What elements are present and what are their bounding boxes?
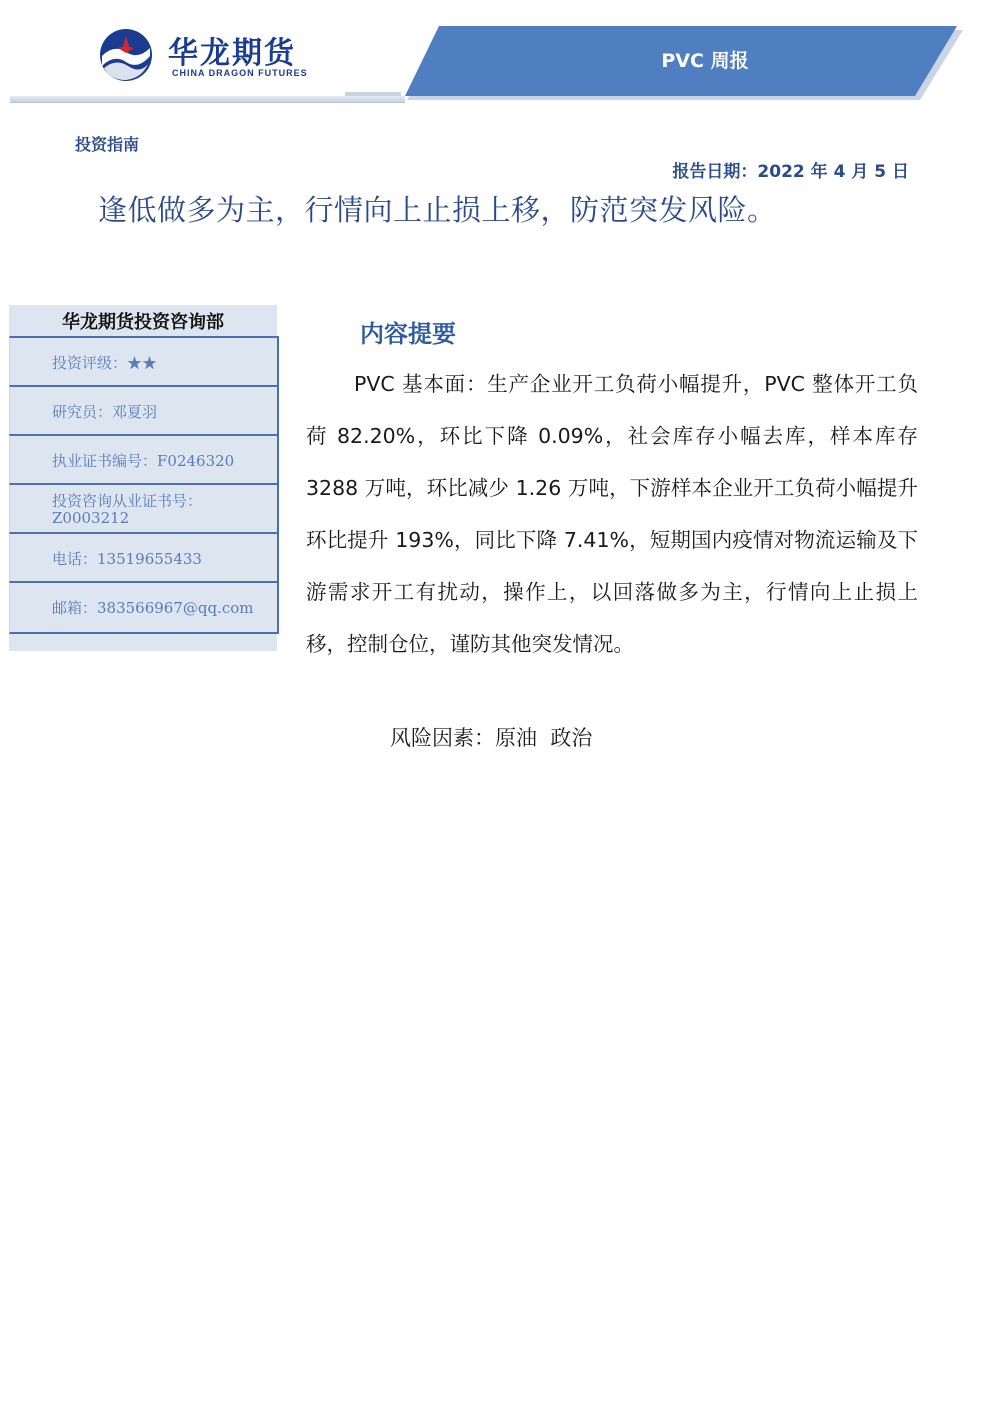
- risk-factors: 风险因素：原油 政治: [390, 726, 593, 750]
- info-row-license: [9, 434, 279, 483]
- license-text: 执业证书编号：F0246320: [52, 452, 235, 470]
- info-row-email: [9, 581, 279, 634]
- banner-title: PVC 周报: [661, 50, 749, 72]
- logo-english-name: CHINA DRAGON FUTURES: [172, 68, 308, 78]
- info-row-researcher: [9, 385, 279, 434]
- company-logo: [96, 24, 316, 86]
- consult-license-text: 投资咨询从业证书号：Z0003212: [52, 492, 203, 527]
- header-divider-left: [10, 96, 405, 103]
- report-date: 报告日期：2022 年 4 月 5 日: [672, 162, 909, 182]
- dragon-logo-icon: [96, 26, 156, 84]
- section-tag: 投资指南: [75, 135, 140, 154]
- phone-text: 电话：13519655433: [52, 550, 202, 568]
- info-row-consult-license: [9, 483, 279, 532]
- info-row-rating: [9, 336, 279, 385]
- header-divider-tick: [345, 92, 401, 96]
- info-row-phone: [9, 532, 279, 581]
- researcher-text: 研究员：邓夏羽: [52, 403, 158, 421]
- info-box-title: 华龙期货投资咨询部: [62, 312, 224, 333]
- rating-text: 投资评级：★★: [52, 354, 158, 372]
- summary-title: 内容提要: [360, 320, 456, 348]
- summary-body: PVC 基本面：生产企业开工负荷小幅提升，PVC 整体开工负荷 82.20%，环比下降 0.09%，社会库存小幅去库，样本库存 3288 万吨，环比减少 1.26 万吨，下游样本企业开工负荷小幅提升环比提升 193%，同比下降 7.41%，短期国内疫情对物流运输及下游需求开工有扰动，操作上，以回落做多为主，行情向上止损上移，控制仓位，谨防其他突发情况。: [306, 372, 918, 656]
- email-text: 邮箱：383566967@qq.com: [52, 599, 254, 617]
- logo-chinese-name: 华龙期货: [168, 36, 296, 71]
- headline: 逢低做多为主，行情向上止损上移，防范突发风险。: [98, 193, 777, 227]
- info-box-rows: [9, 336, 279, 634]
